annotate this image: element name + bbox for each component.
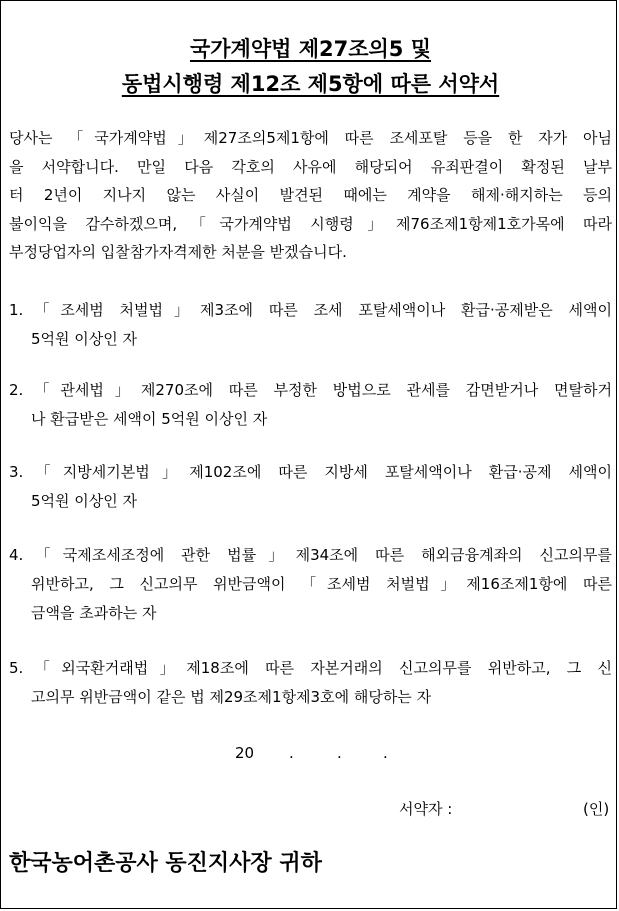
title-text-1: 국가계약법 제27조의5 및 [189, 37, 432, 61]
clause-line: 3.「지방세기본법」제102조에 따른 지방세 포탈세액이나 환급·공제 세액이 [9, 463, 612, 481]
clause-item-2 [9, 376, 612, 434]
clause-item-5 [9, 654, 612, 712]
clause-line: 금액을 초과하는 자 [31, 604, 157, 622]
title-text-2: 동법시행령 제12조 제5항에 따른 서약서 [121, 72, 500, 96]
intro-paragraph [9, 124, 612, 267]
date-separator: . [337, 744, 342, 762]
clause-line: 나 환급받은 세액이 5억원 이상인 자 [31, 410, 268, 428]
clause-line: 위반하고, 그 신고의무 위반금액이 「조세범 처벌법」제16조제1항에 따른 [31, 575, 612, 593]
clause-line: 2.「관세법」제270조에 따른 부정한 방법으로 관세를 감면받거나 면탈하거 [9, 381, 612, 399]
clause-line: 5억원 이상인 자 [31, 330, 138, 348]
clause-item-1 [9, 296, 612, 354]
document-title-line-2 [1, 69, 619, 99]
date-year-prefix: 20 [235, 744, 255, 762]
document-title-line-1 [1, 34, 619, 64]
date-separator: . [383, 744, 388, 762]
intro-line: 을 서약합니다. 만일 다음 각호의 사유에 해당되어 유죄판결이 확정된 날부 [9, 157, 612, 176]
intro-line: 부정당업자의 입찰참가자격제한 처분을 받겠습니다. [9, 243, 347, 261]
clause-item-3 [9, 458, 612, 516]
clause-line: 5.「외국환거래법」제18조에 따른 자본거래의 신고의무를 위반하고, 그 신 [9, 659, 612, 677]
clause-line: 4.「국제조세조정에 관한 법률」제34조에 따른 해외금융계좌의 신고의무를 [9, 546, 612, 564]
clause-line: 1.「조세범 처벌법」제3조에 따른 조세 포탈세액이나 환급·공제받은 세액이 [9, 301, 612, 319]
signer-label: 서약자 : [399, 800, 453, 818]
intro-line: 불이익을 감수하겠으며,「국가계약법 시행령」제76조제1항제1호가목에 따라 [9, 214, 612, 233]
clause-line: 고의무 위반금액이 같은 법 제29조제1항제3호에 해당하는 자 [31, 688, 432, 706]
date-separator: . [289, 744, 294, 762]
recipient-line: 한국농어촌공사 동진지사장 귀하 [9, 851, 322, 876]
seal-mark: (인) [583, 800, 610, 818]
clause-line: 5억원 이상인 자 [31, 492, 138, 510]
intro-line: 터 2년이 지나지 않는 사실이 발견된 때에는 계약을 해제·해지하는 등의 [9, 186, 612, 204]
clause-item-4 [9, 541, 612, 628]
intro-line: 당사는 「국가계약법」제27조의5제1항에 따른 조세포탈 등을 한 자가 아님 [9, 129, 612, 147]
